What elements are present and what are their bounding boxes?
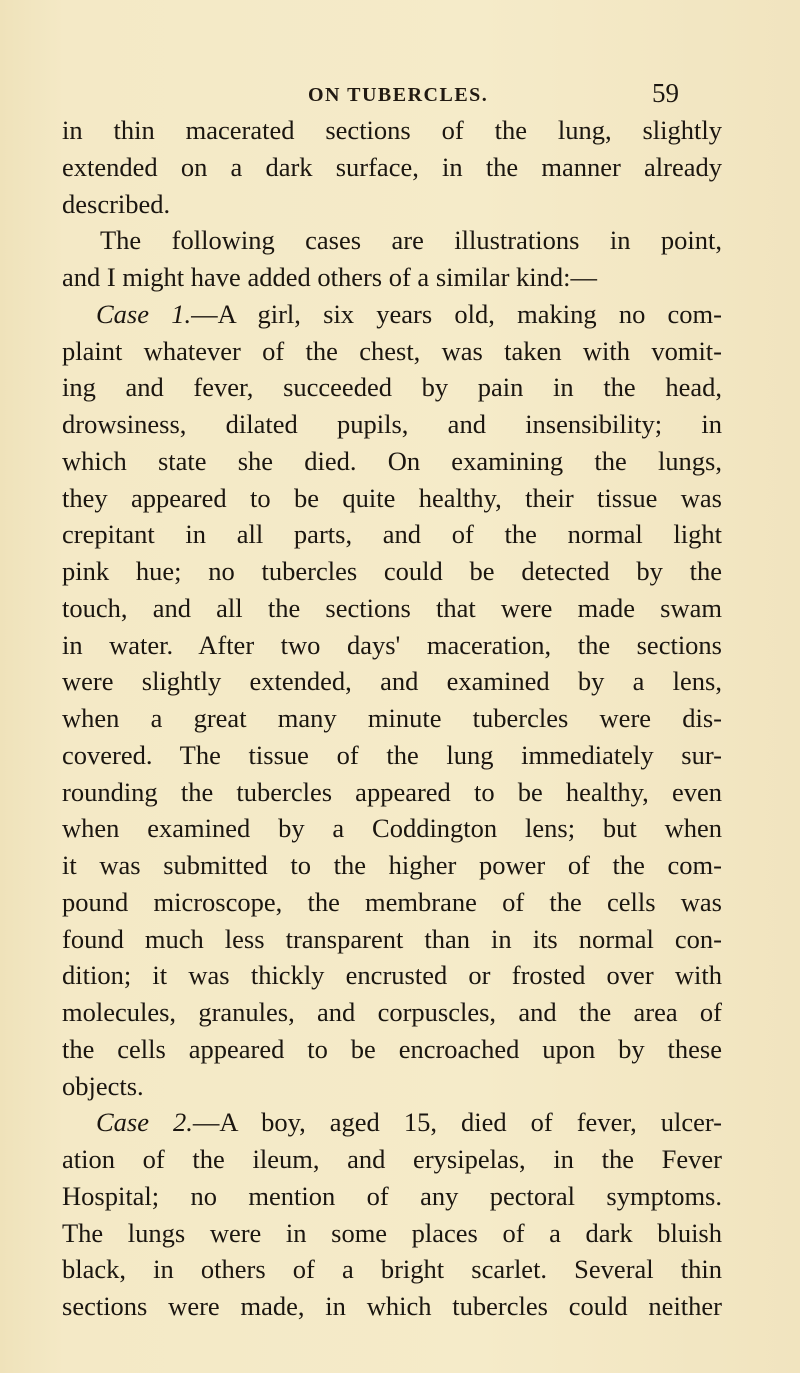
case-label: Case 1. xyxy=(96,298,192,329)
text-line: The following cases are illustrations in point, xyxy=(100,225,722,256)
text-line: ing and fever, succeeded by pain in the head, xyxy=(62,372,722,403)
text-line: crepitant in all parts, and of the normal light xyxy=(62,519,722,550)
text-line: were slightly extended, and examined by a lens, xyxy=(62,666,722,697)
text-line: extended on a dark surface, in the manner already xyxy=(62,151,722,182)
text-line: pound microscope, the membrane of the cells was xyxy=(62,886,722,917)
text-line: described. xyxy=(62,188,171,219)
running-head: ON TUBERCLES. xyxy=(308,84,489,106)
text-line: molecules, granules, and corpuscles, and the area of xyxy=(62,997,722,1027)
text-line: which state she died. On examining the lungs, xyxy=(62,445,722,476)
text-line: pink hue; no tubercles could be detected by the xyxy=(62,556,722,586)
text-line: in water. After two days' maceration, the sections xyxy=(62,629,722,660)
text-line: in thin macerated sections of the lung, slightly xyxy=(62,115,722,145)
text-line: drowsiness, dilated pupils, and insensibility; in xyxy=(62,409,722,439)
text-line: black, in others of a bright scarlet. Several thin xyxy=(62,1254,722,1285)
text-line: objects. xyxy=(62,1070,144,1101)
text-line: and I might have added others of a similar kind:— xyxy=(62,262,598,292)
case-text: —A girl, six years old, making no com- xyxy=(191,298,722,329)
text-line: Hospital; no mention of any pectoral symptoms. xyxy=(62,1180,722,1211)
text-line: found much less transparent than in its normal con- xyxy=(62,923,722,954)
text-line: it was submitted to the higher power of the com- xyxy=(62,850,722,880)
text-line: when examined by a Coddington lens; but when xyxy=(62,813,722,844)
text-line xyxy=(62,296,722,333)
page-number: 59 xyxy=(652,78,679,108)
page-header xyxy=(0,78,800,110)
text-line: when a great many minute tubercles were dis- xyxy=(62,703,722,733)
text-line: plaint whatever of the chest, was taken with vomit- xyxy=(62,335,722,366)
case-text: —A boy, aged 15, died of fever, ulcer- xyxy=(192,1107,723,1138)
case-label: Case 2. xyxy=(96,1107,193,1138)
text-line xyxy=(62,1104,722,1141)
text-line: they appeared to be quite healthy, their tissue was xyxy=(62,482,722,513)
text-line: rounding the tubercles appeared to be healthy, even xyxy=(62,776,722,807)
text-line: covered. The tissue of the lung immediately sur- xyxy=(62,739,722,770)
text-line: sections were made, in which tubercles could neither xyxy=(62,1291,722,1321)
body-text xyxy=(62,112,722,1325)
text-line: touch, and all the sections that were made swam xyxy=(62,592,722,623)
text-line: The lungs were in some places of a dark bluish xyxy=(62,1217,722,1248)
text-line: dition; it was thickly encrusted or frosted over with xyxy=(62,960,722,991)
text-line: the cells appeared to be encroached upon by these xyxy=(62,1033,722,1064)
text-line: ation of the ileum, and erysipelas, in the Fever xyxy=(62,1144,722,1174)
